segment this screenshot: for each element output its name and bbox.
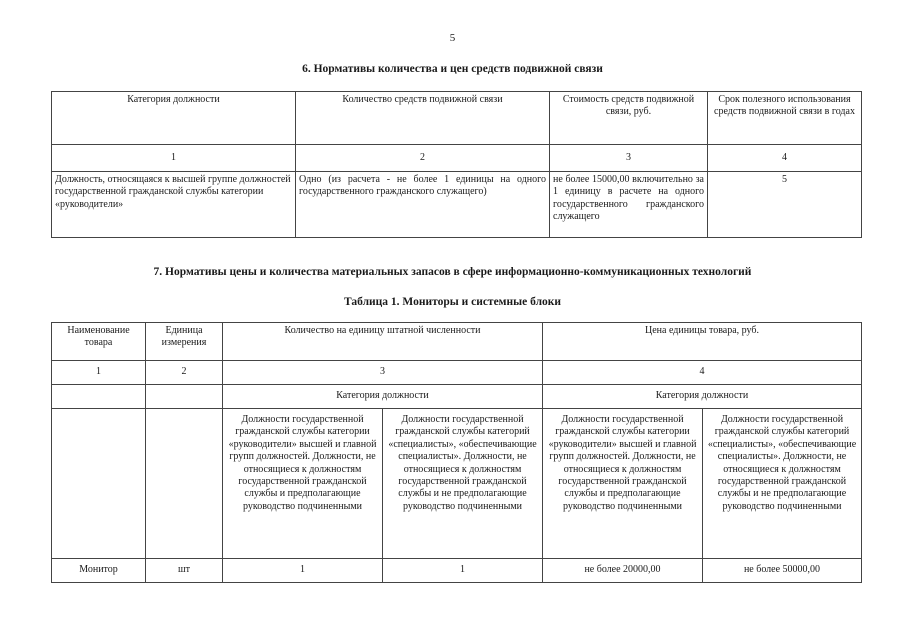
table-header-row — [52, 92, 862, 145]
cell-price-managers: не более 20000,00 — [543, 559, 703, 583]
monitors-system-units-table — [51, 322, 862, 583]
category-managers-price: Должности государственной гражданской службы категории «руководители» высшей и главной групп должностей. Должности, не относящиеся к должностям государственной гражданской службы и предполагающие руководство подчиненными — [543, 409, 703, 559]
empty-cell — [52, 409, 146, 559]
section-7-title: 7. Нормативы цены и количества материальных запасов в сфере информационно-коммуникационных технологий — [153, 266, 752, 278]
cell-unit: шт — [146, 559, 223, 583]
cell-device-quantity: Одно (из расчета - не более 1 единицы на одного государственного гражданского служащего) — [296, 172, 550, 238]
cell-qty-managers: 1 — [223, 559, 383, 583]
header-device-quantity: Количество средств подвижной связи — [296, 92, 550, 145]
qty-category-label: Категория должности — [223, 385, 543, 409]
table-header-row — [52, 323, 862, 361]
cell-price-specialists: не более 50000,00 — [703, 559, 862, 583]
page-number: 5 — [449, 32, 456, 44]
section-6-title: 6. Нормативы количества и цен средств подвижной связи — [302, 63, 603, 75]
header-unit: Единица измерения — [146, 323, 223, 361]
category-specialists-qty: Должности государственной гражданской службы категорий «специалисты», «обеспечивающие специалисты». Должности, не относящиеся к должностям государственной гражданской службы и не предполагающие руководство подчиненными — [383, 409, 543, 559]
column-number: 4 — [708, 145, 862, 172]
cell-device-cost: не более 15000,00 включительно за 1 единицу в расчете на одного государственного гражданского служащего — [550, 172, 708, 238]
column-number: 1 — [52, 145, 296, 172]
category-managers-qty: Должности государственной гражданской службы категории «руководители» высшей и главной групп должностей. Должности, не относящиеся к должностям государственной гражданской службы и предполагающие руководство подчиненными — [223, 409, 383, 559]
cell-qty-specialists: 1 — [383, 559, 543, 583]
table-row — [52, 172, 862, 238]
column-number: 2 — [296, 145, 550, 172]
empty-cell — [146, 385, 223, 409]
header-quantity: Количество на единицу штатной численности — [223, 323, 543, 361]
mobile-communication-table — [51, 91, 862, 238]
table-1-title: Таблица 1. Мониторы и системные блоки — [343, 296, 562, 308]
table-number-row — [52, 361, 862, 385]
category-specialists-price: Должности государственной гражданской службы категорий «специалисты», «обеспечивающие специалисты». Должности, не относящиеся к должностям государственной гражданской службы и не предполагающие руководство подчиненными — [703, 409, 862, 559]
column-number: 3 — [223, 361, 543, 385]
header-price: Цена единицы товара, руб. — [543, 323, 862, 361]
category-label-row — [52, 385, 862, 409]
cell-product-name: Монитор — [52, 559, 146, 583]
empty-cell — [52, 385, 146, 409]
category-description-row — [52, 409, 862, 559]
header-position-category: Категория должности — [52, 92, 296, 145]
price-category-label: Категория должности — [543, 385, 862, 409]
column-number: 1 — [52, 361, 146, 385]
table-row — [52, 559, 862, 583]
column-number: 3 — [550, 145, 708, 172]
column-number: 2 — [146, 361, 223, 385]
cell-position-category: Должность, относящаяся к высшей группе должностей государственной гражданской службы категории «руководители» — [52, 172, 296, 238]
header-product-name: Наименование товара — [52, 323, 146, 361]
table-number-row — [52, 145, 862, 172]
cell-useful-life: 5 — [708, 172, 862, 238]
header-useful-life: Срок полезного использования средств подвижной связи в годах — [708, 92, 862, 145]
empty-cell — [146, 409, 223, 559]
header-device-cost: Стоимость средств подвижной связи, руб. — [550, 92, 708, 145]
column-number: 4 — [543, 361, 862, 385]
